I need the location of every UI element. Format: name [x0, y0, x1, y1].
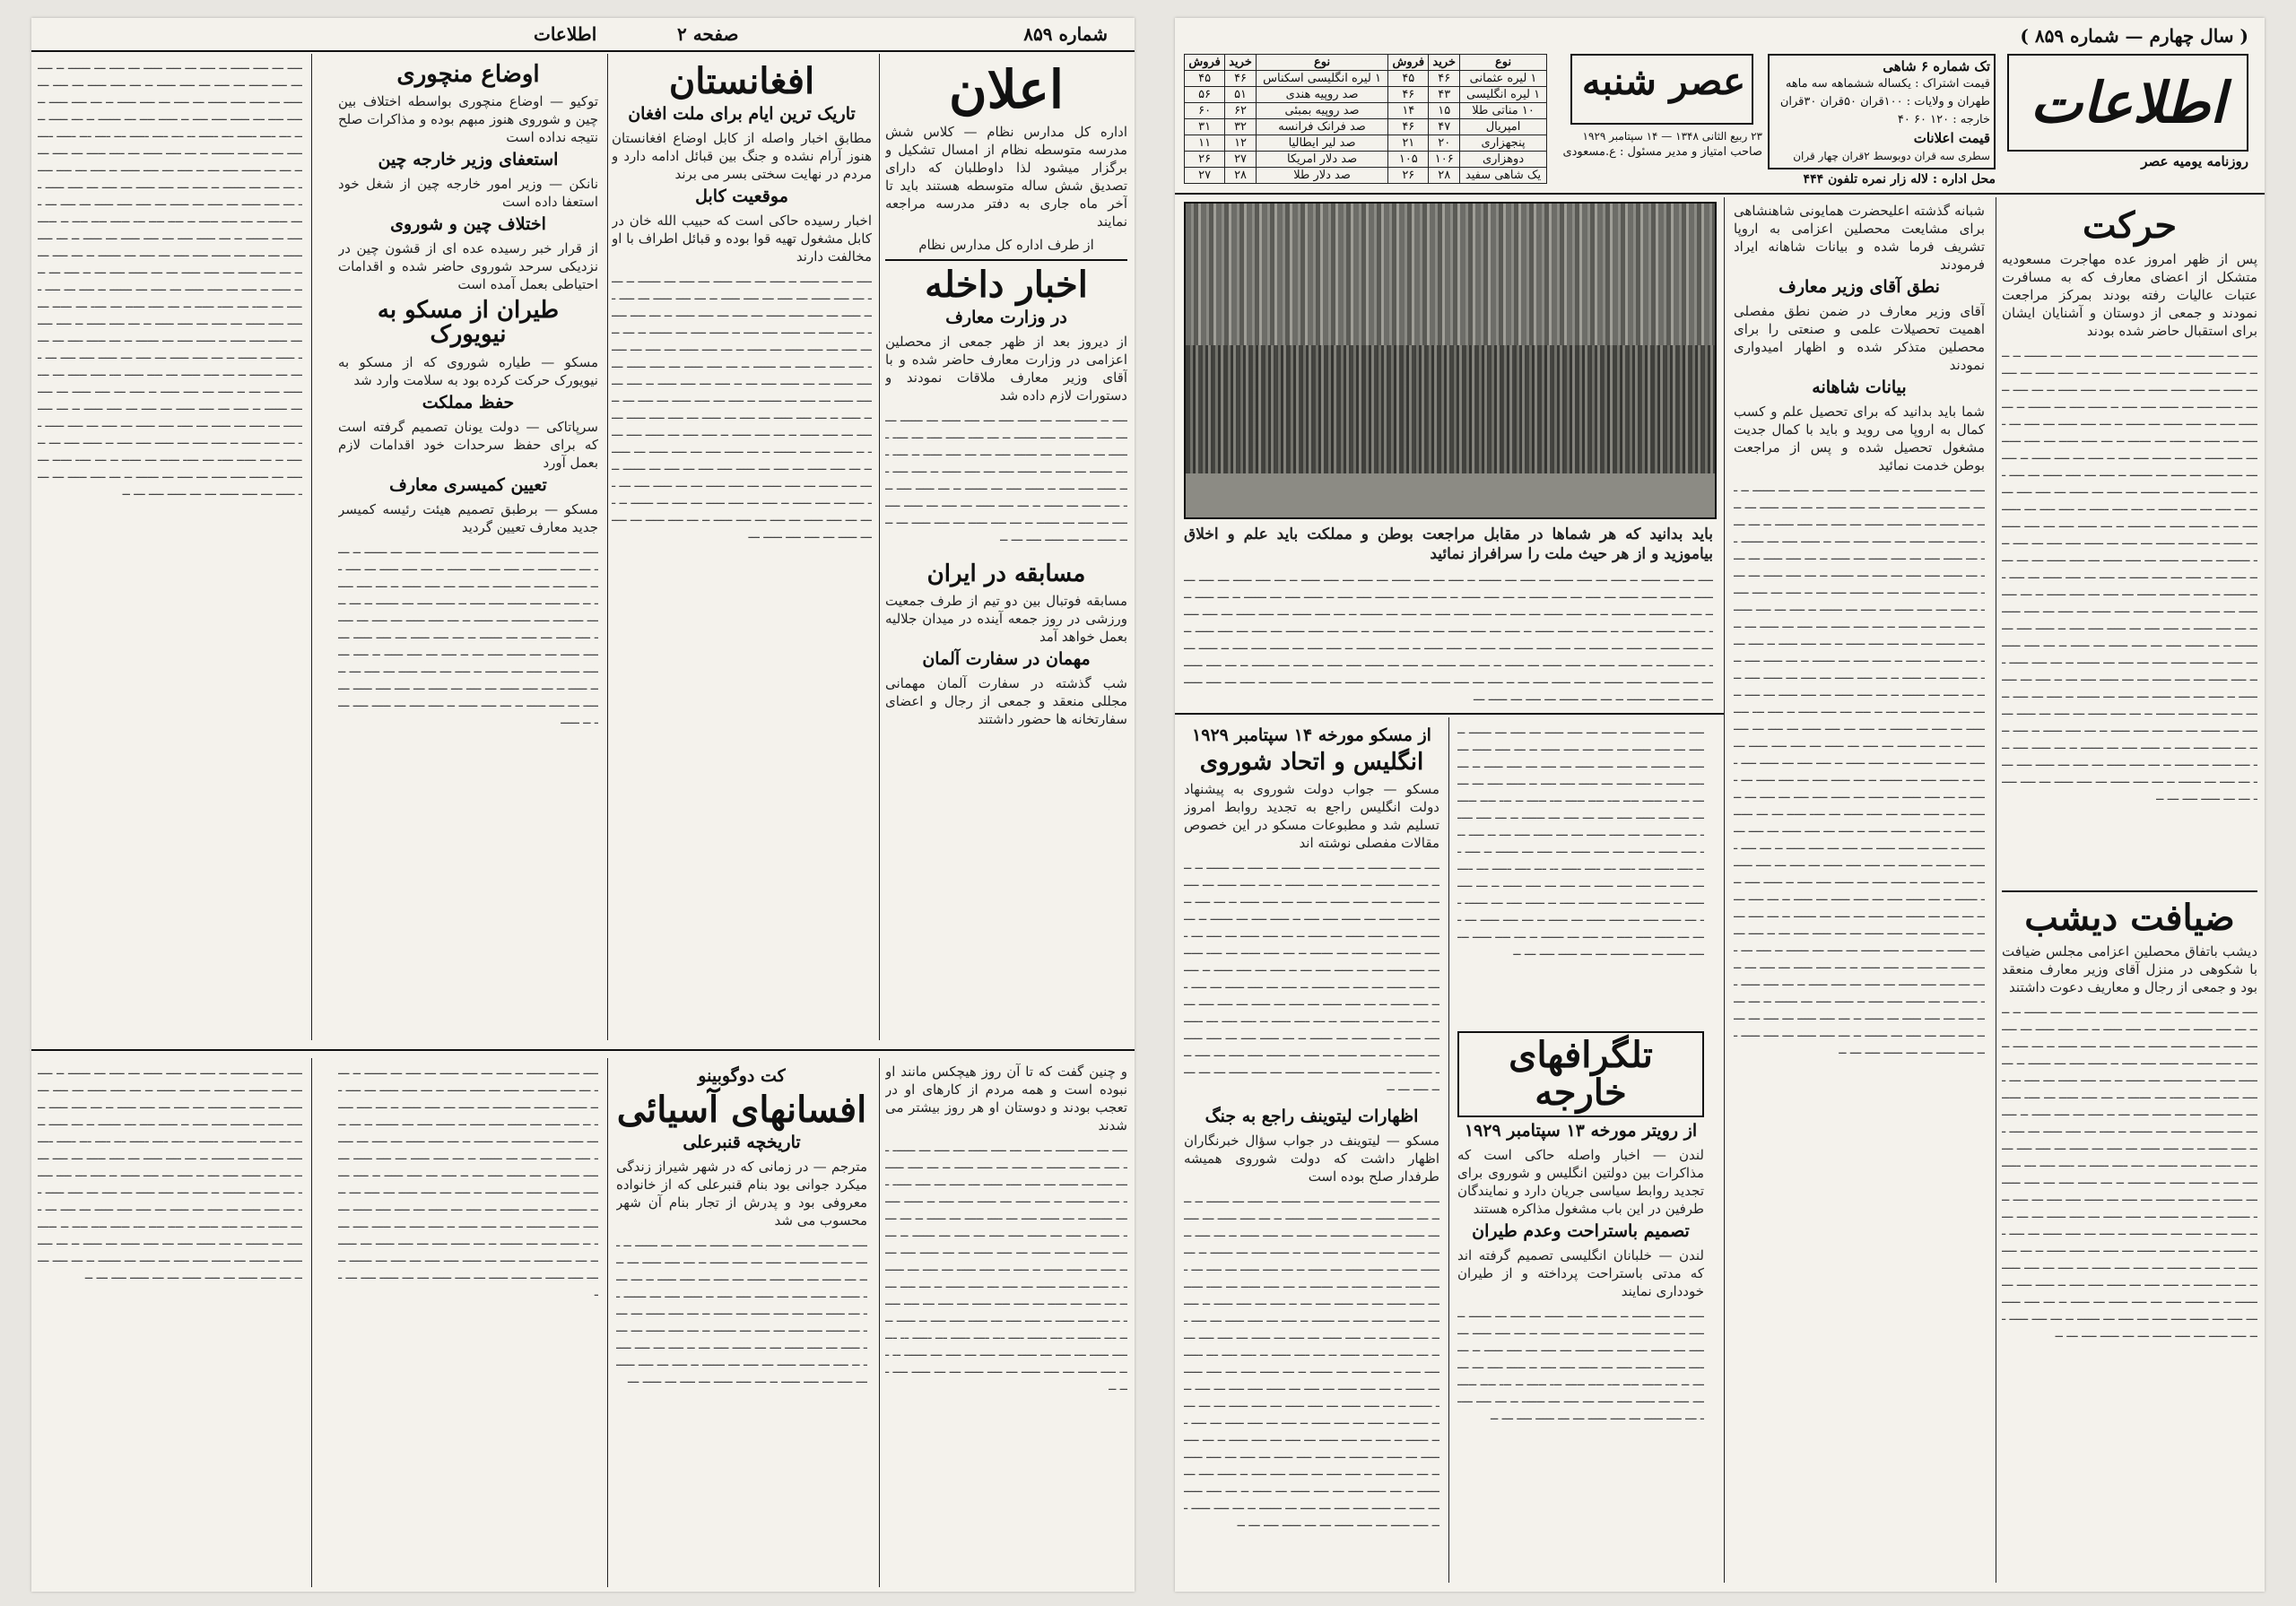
- rates-cell: ۲۷: [1185, 168, 1225, 184]
- column-rule: [607, 54, 608, 1040]
- serial-column-3: [338, 1063, 598, 1583]
- rates-cell: ۱ لیره انگلیسی: [1460, 87, 1547, 103]
- year-issue: ( سال چهارم — شماره ۸۵۹ ): [2020, 25, 2248, 47]
- rates-row: [1185, 168, 1547, 184]
- subscription-info: [1775, 57, 1990, 165]
- sub-abroad: خارجه : ۱۲۰ ۶۰ ۴۰: [1897, 113, 1990, 126]
- rates-cell: ۶۲: [1225, 103, 1257, 119]
- rates-cell: ۴۷: [1429, 119, 1460, 135]
- page-header: اطلاعات: [534, 23, 597, 45]
- dance-body: مسکو — برطبق تصمیم هیئت رئیسه کمیسر جدید معارف تعیین گردید: [338, 500, 598, 535]
- rates-cell: امپریال: [1460, 119, 1547, 135]
- story-title: افسانهای آسیائی: [616, 1088, 867, 1131]
- rates-cell: ۴۵: [1388, 71, 1429, 87]
- column-domestic: [885, 57, 1127, 1044]
- text-filler: ــــ ـــ ــــ ـــــ ــ ــــ ـــ ــــ ـــــ ـــ ــــ ـــ ــــــ ــ ــــ ـــ ــــ ـــــ ـــ ــــ ـــ ــــ ـــــ ــ ـــ ــــ ـــــ ـــ ــــ ـــ ـــــ ـــ ــــ ــــ ـــــ ـــ ــــ ـــ ــــ ـــــ ــ ـــ ــــ ـــــ ــ ــــ ــــ ـــ ـــــ ــــ ــــ ــ ـــــ ــــ ـــ ــــــ ــ ـــ ـــــ ــــ ـــ ــــ ـــــ ـــ ـــــ ــ ـــ ــــ ـــــ ـــ ــــ ـــ ـــــ ــــ ــــ ـــ ــــ ـــ ــــــ ــ ـــ ــــ ـــــ ـــ ــــ ـــــ ـــ ــــ ـــــ ـــ ـــ ـــــ ــــ ـــ ــ ــــ ـــ ــــ ـــــ ــ ــــ ـــ ــــ ـــــ ـــ ــــ ـــ ــــــ ــ ــــ ـــ ــــ ـــــ ـــ ــــ ـــ ــــ ـــــ ــ ـــ ــــ ـــــ ـــ ــــ ـــ ـــــ ـــ ــــ ــــ ـــــ ـــ ــــ ـــ ــــ ـــــ ــ ـــ ــــ ـــــ ــ ــــ ــــ ـــ ـــــ ــــ ــــ ــ ـــــ ــــ ـــ ــــــ ــ ـــ ـــــ ــــ ـــ ــــ ـــــ ـــ ـــــ ــ ـــ ــــ ـــــ ـــ ــــ ـــ ـــــ ــــ ــــ ـــ ــــ ـــ ــــــ ــ ـــ ــــ ـــــ ـــ ــــ ـــــ ـــ ــــ ـــــ ـــ ـــ ـــــ ــــ ـــ ــ ــــ ـــ ــــ ـــــ ــ ــــ ـــ ــــ ـــــ ـــ ــــ ـــ ــــــ ــ ــــ ـــ ــــ ـــــ ـــ ــــ ـــ ــــ ـــــ ــ ـــ ــــ ـــــ ـــ ــــ ـــ ـــــ ـــ ــــ ــــ ـــــ ـــ ــــ ـــ ــــ ـــــ ــ ـــ ــــ ـــــ ــ ــــ ــــ ـــ ـــــ ــــ ــــ ــ ـــــ ــــ ـــ ــــــ ــ ـــ ـــــ ــــ ـــ ــــ ـــــ ـــ ـــــ ــ ـــ ــــ ـــــ ـــ ــــ ـــ ـــــ ــــ ــــ ـــ ــــ ـــ ــــــ ــ ـــ ــــ ـــــ ـــ ــــ ـــــ ـــ ــــ ـــــ ـــ ـــ ـــــ ــــ ـــ ــ: [2002, 1003, 2257, 1341]
- column-england: [1184, 722, 1439, 1578]
- column-movement: [2002, 202, 2257, 1583]
- asr-title: عصر شنبه: [1581, 59, 1746, 103]
- rates-cell: ۵۶: [1185, 87, 1225, 103]
- afghan-body: مطابق اخبار واصله از کابل اوضاع افغانستان هنوز آرام نشده و جنگ بین قبائل ادامه دارد و مردم در نهایت سختی بسر می برند: [612, 129, 872, 182]
- rates-cell: یک شاهی سفید: [1460, 168, 1547, 184]
- publisher: صاحب امتیاز و مدیر مسئول : ع.مسعودی: [1562, 145, 1762, 159]
- england-sub: از مسکو مورخه ۱۴ سپتامبر ۱۹۲۹: [1192, 725, 1431, 745]
- rates-cell: صد روپیه بمبئی: [1256, 103, 1387, 119]
- rates-header: فروش: [1388, 55, 1429, 71]
- text-filler: ــــ ـــ ــــ ـــــ ــ ــــ ـــ ــــ ـــــ ـــ ــــ ـــ ــــــ ــ ــــ ـــ ــــ ـــــ ـــ ــــ ـــ ــــ ـــــ ــ ـــ ــــ ـــــ ـــ ــــ ـــ ـــــ ـــ ــــ ــــ ـــــ ـــ ــــ ـــ ــــ ـــــ ــ ـــ ــــ ـــــ ــ ــــ ــــ ـــ ـــــ ــــ ــــ ــ ـــــ ــــ ـــ ــــــ ــ ـــ ـــــ ــــ ـــ ــــ ـــــ ـــ ـــــ ــ ـــ ــــ ـــــ ـــ ــــ ـــ ـــــ ــــ ــــ ـــ ــــ ـــ ــــــ ــ ـــ ــــ ـــــ ـــ ــــ ـــــ ـــ ــــ ـــــ ـــ ـــ ـــــ ــــ ـــ ــ ــــ ـــ ــــ ـــــ ــ ــــ ـــ ــــ ـــــ ـــ ــــ ـــ ــــــ ــ ــــ ـــ ــــ ـــــ ـــ ــــ ـــ ــــ ـــــ ــ ـــ ــــ ـــــ ـــ ــــ ـــ ـــــ ـــ ــــ ــــ ـــــ ـــ ــــ ـــ ــــ ـــــ ــ ـــ ــــ ـــــ ــ ــــ ــــ ـــ ـــــ ــــ ــــ ــ ـــــ ــــ ـــ ــــــ ــ ـــ ـــــ ــــ ـــ ــــ ـــــ ـــ ـــــ ــ ـــ ــــ ـــــ ـــ ــــ ـــ ـــــ ــــ ــــ ـــ ــــ ـــ ــــــ ــ ـــ ــــ ـــــ ـــ ــــ ـــــ ـــ ــــ ـــــ ـــ ـــ ـــــ ــــ ـــ ــ ــــ ـــ ــــ ـــــ ــ ــــ ـــ ــــ ـــــ ـــ ــــ ـــ ــــــ ــ ــــ ـــ ــــ ـــــ ـــ ــــ ـــ ــــ ـــــ ــ ـــ ــــ ـــــ ـــ ــــ ـــ ـــــ ـــ ــــ ــــ ـــــ ـــ ــــ ـــ ــــ ـــــ ــ ـــ ــــ ـــــ ــ ــــ ــــ ـــ ـــــ ــــ ــــ ــ ـــــ ــــ ـــ ــــــ ــ ـــ ـــــ ــــ ـــ ــــ ـــــ ـــ ـــــ ــ ـــ ــــ ـــــ ـــ ــــ ـــ ـــــ ــــ ــــ ـــ ــــ ـــ ــــــ ــ ـــ ــــ ـــــ ـــ ــــ ـــــ ـــ ــــ ـــــ ـــ ـــ ـــــ ــــ ـــ ــ ــــ ـــ ــــ ـــــ ــ ــــ ـــ ــــ ـــــ ـــ ــــ ـــ ــــــ ــ ــــ ـــ ــــ ـــــ ـــ ــــ ـــ ــــ ـــــ ــ ـــ ــــ ـــــ ـــ ــــ ـــ ـــــ ـــ ــــ ــــ ـــــ ـــ ــــ ـــ ــــ ـــــ ــ ـــ ــــ ـــــ ــ ــــ ــــ ـــ ـــــ ــــ ــــ ــ ـــــ ــــ ـــ ــــــ ــ ـــ ـــــ ــــ ـــ ــــ ـــــ ـــ ـــــ ــ ـــ ــــ ـــــ ـــ ــــ ـــ ـــــ ــــ ــــ ـــ ــــ ـــ ــــــ ــ ـــ ــــ ـــــ ـــ ــــ ـــــ ـــ ــــ ـــــ ـــ ـــ ـــــ ــــ ـــ ــ: [38, 58, 302, 499]
- story-tag: کت دوگوبینو: [698, 1066, 786, 1086]
- rates-cell: صد فرانک فرانسه: [1256, 119, 1387, 135]
- front-page: [1175, 18, 2265, 1592]
- ad-note: سطری سه قران دوبوسط ۲قران چهار قران: [1793, 150, 1990, 162]
- rates-row: [1185, 87, 1547, 103]
- rates-cell: ۱۱: [1185, 135, 1225, 152]
- masthead-rule: [1175, 193, 2265, 195]
- rates-cell: ۳۱: [1185, 119, 1225, 135]
- rates-cell: ۲۸: [1429, 168, 1460, 184]
- royal-speech-title: بیانات شاهانه: [1812, 377, 1907, 397]
- newspaper-name: اطلاعات: [2030, 70, 2226, 135]
- lithuania-body: مسکو — لیتوینف در جواب سؤال خبرنگاران اظهار داشت که دولت شوروی همیشه طرفدار صلح بوده است: [1184, 1133, 1439, 1185]
- rates-cell: ۱۴: [1388, 103, 1429, 119]
- rates-cell: ۲۶: [1185, 152, 1225, 168]
- rates-cell: ۱۲: [1225, 135, 1257, 152]
- column-rule: [311, 1058, 312, 1587]
- column-c-top: [1457, 722, 1704, 1027]
- bottom-body: و چنین گفت که تا آن روز هیچکس مانند او نبوده است و همه مردم از کارهای او در تعجب بودند و دوستان او هر روز بیشتر می شدند: [885, 1063, 1127, 1133]
- dinner-body: دیشب باتفاق محصلین اعزامی مجلس ضیافت با شکوهی در منزل آقای وزیر معارف منعقد بود و جمعی از رجال و معاریف دعوت داشتند: [2002, 943, 2257, 995]
- rates-cell: ۱۵: [1429, 103, 1460, 119]
- rates-header: خرید: [1429, 55, 1460, 71]
- text-filler: ــــ ـــ ــــ ـــــ ــ ــــ ـــ ــــ ـــــ ـــ ــــ ـــ ــــــ ــ ــــ ـــ ــــ ـــــ ـــ ــــ ـــ ــــ ـــــ ــ ـــ ــــ ـــــ ـــ ــــ ـــ ـــــ ـــ ــــ ــــ ـــــ ـــ ــــ ـــ ــــ ـــــ ــ ـــ ــــ ـــــ ــ ــــ ــــ ـــ ـــــ ــــ ــــ ــ ـــــ ــــ ـــ ــــــ ــ ـــ ـــــ ــــ ـــ ــــ ـــــ ـــ ـــــ ــ ـــ ــــ ـــــ ـــ ــــ ـــ ـــــ ــــ ــــ ـــ ــــ ـــ ــــــ ــ ـــ ــــ ـــــ ـــ ــــ ـــــ ـــ ــــ ـــــ ـــ ـــ ـــــ ــــ ـــ ــ ــــ ـــ ــــ ـــــ ــ ــــ ـــ ــــ ـــــ ـــ ــــ ـــ ــــــ ــ ــــ ـــ ــــ ـــــ ـــ ــــ ـــ ــــ ـــــ ــ ـــ ــــ ـــــ ـــ ــــ ـــ ـــــ ـــ ــــ ــــ ـــــ ـــ ــــ ـــ ــــ ـــــ ــ ـــ ــــ ـــــ ــ ــــ ــــ ـــ ـــــ ــــ ــــ ــ ـــــ ــــ ـــ ــــــ ــ ـــ ـــــ ــــ ـــ ــــ ـــــ ـــ ـــــ ــ ـــ ــــ ـــــ ـــ ــــ ـــ ـــــ ــــ ــــ ـــ ــــ ـــ ــــــ ــ ـــ ــــ ـــــ ـــ ــــ ـــــ ـــ ــــ ـــــ ـــ ـــ ـــــ ــــ ـــ ــ: [38, 1063, 302, 1282]
- balkan-body: سرپاتاکی — دولت یونان تصمیم گرفته است که برای حفظ سرحدات خود اقدامات لازم بعمل آورد: [338, 418, 598, 471]
- rates-row: [1185, 152, 1547, 168]
- rates-cell: ۱۰۶: [1429, 152, 1460, 168]
- text-filler: ــــ ـــ ــــ ـــــ ــ ــــ ـــ ــــ ـــــ ـــ ــــ ـــ ــــــ ــ ــــ ـــ ــــ ـــــ ـــ ــــ ـــ ــــ ـــــ ــ ـــ ــــ ـــــ ـــ ــــ ـــ ـــــ ـــ ــــ ــــ ـــــ ـــ ــــ ـــ ــــ ـــــ ــ ـــ ــــ ـــــ ــ ــــ ــــ ـــ ـــــ ــــ ــــ ــ ـــــ ــــ ـــ ــــــ ــ ـــ ـــــ ــــ ـــ ــــ ـــــ ـــ ـــــ ــ ـــ ــــ ـــــ ـــ ــــ ـــ ـــــ ــــ ــــ ـــ ــــ ـــ ــــــ ــ ـــ ــــ ـــــ ـــ ــــ ـــــ ـــ ــــ ـــــ ـــ ـــ ـــــ ــــ ـــ ــ ــــ ـــ ــــ ـــــ ــ ــــ ـــ ــــ ـــــ ـــ ــــ ـــ ــــــ ــ ــــ ـــ ــــ ـــــ ـــ ــــ ـــ ــــ ـــــ ــ ـــ ــــ ـــــ ـــ ــــ ـــ ـــــ ـــ ــــ ــــ ـــــ ـــ ــــ ـــ ــــ ـــــ ــ ـــ ــــ ـــــ ــ ــــ ــــ ـــ ـــــ ــــ ــــ ــ ـــــ ــــ ـــ ــــــ ــ ـــ ـــــ ــــ ـــ ــــ ـــــ ـــ ـــــ ــ ـــ ــــ ـــــ ـــ ــــ ـــ ـــــ ــــ ــــ ـــ ــــ ـــ ــــــ ــ ـــ ــــ ـــــ ـــ ــــ ـــــ ـــ ــــ ـــــ ـــ ـــ ـــــ ــــ ـــ ــ: [1184, 858, 1439, 1095]
- telegram-title: تلگرافهای خارجه: [1509, 1034, 1653, 1114]
- afghan-body2: اخبار رسیده حاکی است که حبیب الله خان در کابل مشغول تهیه قوا بوده و قبائل اطراف با او مخالفت دارند: [612, 212, 872, 265]
- domestic-body: از دیروز بعد از ظهر جمعی از محصلین اعزامی در وزارت معارف حاضر شده و با آقای وزیر معارف ملاقات نمودند و دستورات لازم داده شد: [885, 333, 1127, 404]
- story-body: مترجم — در زمانی که در شهر شیراز زندگی میکرد جوانی بود بنام قنبرعلی که از خانواده معروفی بود و پدرش از تجار بنام آن شهر محسوب می شد: [616, 1158, 867, 1228]
- rates-cell: صد لیر ایطالیا: [1256, 135, 1387, 152]
- king-intro-body: شبانه گذشته اعلیحضرت همایونی شاهنشاهی برای مشایعت محصلین اعزامی به اروپا تشریف فرما شده و بیانات شاهانه ایراد فرمودند: [1734, 203, 1985, 273]
- subtitle: روزنامه یومیه عصر: [2141, 153, 2248, 169]
- rates-header-row: [1185, 55, 1547, 71]
- text-filler: ــــ ــ ــــــ ــــ ـــ ـــــ ــــ ـــ ــــ ـــــ ـــ ــــــ ـــ ـــ ــــ ـــــ ـــ ــــ ــــــ ــ ـــ ــــ ـــــ ــــ ـــ ــــ ــــــ ـــ ــــ ــــ ـــ ــــــ ــــ ـــ ـــ ــــ ـــــ ــ ــــ ــــ ــــــ ـــ ــــ ـــ ـــــ ــــ ـــ ــــ ـــــ ــ ــــ ــــ ـــ ـــــ ــــ ــــ ــ ـــــ ــــ ـــ ــــــ ــ ـــ ـــــ ــــ ـــ ــــ ـــــ ـــ ـــــ ــ ـــ ــــ ـــــ ـــ ــــ ـــ ـــــ ــــ ــــ ـــ ــــ ـــ ــــــ ــ ـــ ــــ ـــــ ـــ ــــ ـــــ ـــ ــــ ـــــ ـــ ـــ ـــــ ــــ ـــ ــ: [885, 410, 1127, 544]
- dance-title: تعیین کمیسری معارف: [389, 474, 547, 495]
- rates-cell: ۱۰ مناتی طلا: [1460, 103, 1547, 119]
- telegram-title-box: [1457, 1031, 1704, 1117]
- minister-body: آقای وزیر معارف در ضمن نطق مفصلی اهمیت تحصیلات علمی و صنعتی را برای محصلین متذکر شده و اظهار امیدواری نمودند: [1734, 302, 1985, 373]
- rates-cell: ۲۸: [1225, 168, 1257, 184]
- rates-row: [1185, 71, 1547, 87]
- section-rule: [1175, 713, 1724, 715]
- rates-cell: ۲۷: [1225, 152, 1257, 168]
- china-sub: استعفای وزیر خارجه چین: [378, 150, 559, 170]
- england-body: مسکو — جواب دولت شوروی به پیشنهاد دولت انگلیس راجع به تجدید روابط امروز تسلیم شد و مطبوعات مسکو در این خصوص مقالات مفصلی نوشته اند: [1184, 781, 1439, 852]
- rates-cell: ۲۶: [1388, 168, 1429, 184]
- page-two: [31, 18, 1135, 1592]
- moscow-body: مسکو — طیاره شوروی که از مسکو به نیویورک حرکت کرده بود به سلامت وارد شد: [338, 353, 598, 388]
- single-price: تک شماره ۶ شاهی: [1883, 58, 1990, 74]
- rates-header: خرید: [1225, 55, 1257, 71]
- serial-rule: [31, 1049, 1135, 1051]
- airplane-body: لندن — خلبانان انگلیسی تصمیم گرفته اند که مدتی باستراحت پرداخته و از طیران خودداری نمایند: [1457, 1246, 1704, 1299]
- domestic-title: اخبار داخله: [925, 263, 1088, 306]
- page-number: صفحه ۲: [677, 23, 739, 45]
- rates-cell: ۴۶: [1388, 119, 1429, 135]
- rates-cell: ۱ لیره عثمانی: [1460, 71, 1547, 87]
- text-filler: ــــ ـــ ــــ ـــــ ــ ــــ ـــ ــــ ـــــ ـــ ــــ ـــ ــــــ ــ ــــ ـــ ــــ ـــــ ـــ ــــ ـــ ــــ ـــــ ــ ـــ ــــ ـــــ ـــ ــــ ـــ ـــــ ـــ ــــ ــــ ـــــ ـــ ــــ ـــ ــــ ـــــ ــ ـــ ــــ ـــــ ــ ــــ ــــ ـــ ـــــ ــــ ــــ ــ ـــــ ــــ ـــ ــــــ ــ ـــ ـــــ ــــ ـــ ــــ ـــــ ـــ ـــــ ــ ـــ ــــ ـــــ ـــ ــــ ـــ ـــــ ــــ ــــ ـــ ــــ ـــ ــــــ ــ ـــ ــــ ـــــ ـــ ــــ ـــــ ـــ ــــ ـــــ ـــ ـــ ـــــ ــــ ـــ ــ ــــ ـــ ــــ ـــــ ــ ــــ ـــ ــــ ـــــ ـــ ــــ ـــ ــــــ ــ ــــ ـــ ــــ ـــــ ـــ ــــ ـــ ــــ ـــــ ــ ـــ ــــ ـــــ ـــ ــــ ـــ ـــــ ـــ ــــ ــــ ـــــ ـــ ــــ ـــ ــــ ـــــ ــ ـــ ــــ ـــــ ــ ــــ ــــ ـــ ـــــ ــــ ــــ ــ ـــــ: [338, 542, 598, 727]
- date-line: ۲۳ ربیع الثانی ۱۳۴۸ — ۱۴ سپتامبر ۱۹۲۹: [1582, 130, 1762, 143]
- sub-tehran: طهران و ولایات : ۱۰۰قران ۵۰قران ۳۰قران: [1779, 95, 1990, 109]
- column-rule: [879, 1058, 880, 1587]
- rates-cell: ۴۳: [1429, 87, 1460, 103]
- column-rule: [1724, 197, 1725, 1583]
- text-filler: ــــ ـــ ــــ ـــــ ــ ــــ ـــ ــــ ـــــ ـــ ــــ ـــ ــــــ ــ ــــ ـــ ــــ ـــــ ـــ ــــ ـــ ــــ ـــــ ــ ـــ ــــ ـــــ ـــ ــــ ـــ ـــــ ـــ ــــ ــــ ـــــ ـــ ــــ ـــ ــــ ـــــ ــ ـــ ــــ ـــــ ــ ــــ ــــ ـــ ـــــ ــــ ــــ ــ ـــــ ــــ ـــ ــــــ ــ ـــ ـــــ ــــ ـــ ــــ ـــــ ـــ ـــــ ــ ـــ ــــ ـــــ ـــ ــــ ـــ ـــــ ــــ ــــ ـــ ــــ ـــ ــــــ ــ ـــ ــــ ـــــ ـــ ــــ ـــــ ـــ ــــ ـــــ ـــ ـــ ـــــ ــــ ـــ ــ: [1457, 1306, 1704, 1423]
- rates-cell: ۱ لیره انگلیسی اسکناس: [1256, 71, 1387, 87]
- hopes-block: [1184, 525, 1713, 708]
- rates-cell: ۲۰: [1429, 135, 1460, 152]
- header-rule: [31, 50, 1135, 52]
- office-line: محل اداره : لاله زار نمره تلفون ۴۴۴: [1803, 172, 1996, 187]
- afghan-sub2: موقعیت کابل: [695, 186, 788, 206]
- column-rule: [607, 1058, 608, 1587]
- airplane-title: تصمیم باستراحت وعدم طیران: [1472, 1220, 1690, 1241]
- china-title: اوضاع منچوری: [396, 61, 540, 88]
- text-filler: ــــ ـــ ــــ ـــــ ــ ــــ ـــ ــــ ـــــ ـــ ــــ ـــ ــــــ ــ ــــ ـــ ــــ ـــــ ـــ ــــ ـــ ــــ ـــــ ــ ـــ ــــ ـــــ ـــ ــــ ـــ ـــــ ـــ ــــ ــــ ـــــ ـــ ــــ ـــ ــــ ـــــ ــ ـــ ــــ ـــــ ــ ــــ ــــ ـــ ـــــ ــــ ــــ ــ ـــــ ــــ ـــ ــــــ ــ ـــ ـــــ ــــ ـــ ــــ ـــــ ـــ ـــــ ــ ـــ ــــ ـــــ ـــ ــــ ـــ ـــــ ــــ ــــ ـــ ــــ ـــ ــــــ ــ ـــ ــــ ـــــ ـــ ــــ ـــــ ـــ ــــ ـــــ ـــ ـــ ـــــ ــــ ـــ ــ ــــ ـــ ــــ ـــــ ــ ــــ ـــ ــــ ـــــ ـــ ــــ ـــ ــــــ ــ ــــ ـــ ــــ ـــــ ـــ ــــ ـــ ــــ ـــــ ــ ـــ ــــ ـــــ ـــ ــــ ـــ ـــــ ـــ ــــ ــــ ـــــ ـــ ــــ ـــ ــــ ـــــ ــ ـــ ــــ ـــــ ــ ــــ ــــ ـــ ـــــ ــــ ــــ ــ ـــــ ــــ ـــ ــــــ ــ ـــ ـــــ ــــ ـــ ــــ ـــــ ـــ ـــــ ــ ـــ ــــ ـــــ ـــ ــــ ـــ ـــــ ــــ ــــ ـــ ــــ ـــ ــــــ ــ ـــ ــــ ـــــ ـــ ــــ ـــــ ـــ ــــ ـــــ ـــ ـــ ـــــ ــــ ـــ ــ ــــ ـــ ــــ ـــــ ــ ــــ ـــ ــــ ـــــ ـــ ــــ ـــ ــــــ ــ ــــ ـــ ــــ ـــــ ـــ ــــ ـــ ــــ ـــــ ــ ـــ ــــ ـــــ ـــ ــــ ـــ ـــــ ـــ: [1184, 570, 1713, 704]
- rates-row: [1185, 119, 1547, 135]
- ad-price: قیمت اعلانات: [1913, 130, 1990, 146]
- rates-cell: صد دلار امریکا: [1256, 152, 1387, 168]
- telegram-body: لندن — اخبار واصله حاکی است که مذاکرات بین دولتین انگلیس و شوروی برای تجدید روابط سیاسی جریان دارد و نمایندگان طرفین در این باب مشغول مذاکره هستند: [1457, 1146, 1704, 1217]
- notice-title: اعلان: [949, 59, 1064, 120]
- rates-cell: صد روپیه هندی: [1256, 87, 1387, 103]
- rates-row: [1185, 135, 1547, 152]
- china-body2: نانکن — وزیر امور خارجه چین از شغل خود استعفا داده است: [338, 176, 598, 211]
- movement-body: پس از ظهر امروز عده مهاجرت مسعودیه متشکل از اعضای معارف که به مسافرت عتبات عالیات رفته بودند بمرکز مراجعت نمودند و جمعی از دوستان و آشنایان ایشان برای استقبال حاضر شده بودند: [2002, 251, 2257, 339]
- column-rule: [311, 54, 312, 1040]
- notice-body: اداره کل مدارس نظام — کلاس شش مدرسه متوسطه نظام از امسال تشکیل و برگزار میشود لذا داوطلبان که دارای تصدیق شش ساله متوسطه هستند باید تا آخر ماه جاری به دفتر مدرسه مراجعه نمایند: [885, 123, 1127, 230]
- dinner-title: ضیافت دیشب: [2024, 897, 2235, 939]
- text-filler: ــــ ـــ ــــ ـــــ ــ ــــ ـــ ــــ ـــــ ـــ ــــ ـــ ــــــ ــ ــــ ـــ ــــ ـــــ ـــ ــــ ـــ ــــ ـــــ ــ ـــ ــــ ـــــ ـــ ــــ ـــ ـــــ ـــ ــــ ــــ ـــــ ـــ ــــ ـــ ــــ ـــــ ــ ـــ ــــ ـــــ ــ ــــ ــــ ـــ ـــــ ــــ ــــ ــ ـــــ ــــ ـــ ــــــ ــ ـــ ـــــ ــــ ـــ ــــ ـــــ ـــ ـــــ ــ ـــ ــــ ـــــ ـــ ــــ ـــ ـــــ ــــ ــــ ـــ ــــ ـــ ــــــ ــ ـــ ــــ ـــــ ـــ ــــ ـــــ ـــ ــــ ـــــ ـــ ـــ ـــــ ــــ ـــ ــ ــــ ـــ ــــ ـــــ ــ ــــ ـــ ــــ ـــــ ـــ ــــ ـــ ــــــ ــ ــــ ـــ ــــ ـــــ ـــ ــــ ـــ ــــ ـــــ ــ ـــ ــــ ـــــ ـــ ــــ ـــ ـــــ ـــ ــــ ــــ ـــــ ـــ ــــ ـــ ــــ ـــــ ــ ـــ ــــ ـــــ ــ ــــ ــــ ـــ ـــــ ــــ ــــ ــ ـــــ ــــ ـــ ــــــ ــ ـــ ـــــ ــــ ـــ ــــ ـــــ ـــ ـــــ ــ ـــ ــــ ـــــ ـــ ــــ ـــ ـــــ ــــ ــــ ـــ ــــ ـــ ــــــ ــ ـــ ــــ ـــــ ـــ ــــ ـــــ ـــ ــــ ـــــ ـــ ـــ ـــــ ــــ ـــ ــ: [885, 1141, 1127, 1393]
- rates-cell: ۴۶: [1429, 71, 1460, 87]
- china-body3: از قرار خبر رسیده عده ای از قشون چین در نزدیکی سرحد شوروی حاضر شده و اقدامات احتیاطی بعمل آمده است: [338, 240, 598, 293]
- column-telegrams: [1457, 1031, 1704, 1578]
- movement-title: حرکت: [2082, 204, 2178, 247]
- text-filler: ــــ ـــ ــــ ـــــ ــ ــــ ـــ ــــ ـــــ ـــ ــــ ـــ ــــــ ــ ــــ ـــ ــــ ـــــ ـــ ــــ ـــ ــــ ـــــ ــ ـــ ــــ ـــــ ـــ ــــ ـــ ـــــ ـــ ــــ ــــ ـــــ ـــ ــــ ـــ ــــ ـــــ ــ ـــ ــــ ـــــ ــ ــــ ــــ ـــ ـــــ ــــ ــــ ــ ـــــ ــــ ـــ ــــــ ــ ـــ ـــــ ــــ ـــ ــــ ـــــ ـــ ـــــ ــ ـــ ــــ ـــــ ـــ ــــ ـــ ـــــ ــــ ــــ ـــ ــــ ـــ ــــــ ــ ـــ ــــ ـــــ ـــ ــــ ـــــ ـــ ــــ ـــــ ـــ ـــ ـــــ ــــ ـــ ــ ــــ ـــ ــــ ـــــ ــ ــــ ـــ ــــ ـــــ ـــ ــــ ـــ ــــــ ــ ــــ ـــ ــــ ـــــ ـــ ــــ ـــ ــــ ـــــ ــ ـــ ــــ ـــــ ـــ ــــ ـــ ـــــ ـــ ــــ ــــ ـــــ ـــ ــــ ـــ ــــ ـــــ ــ ـــ ــــ ـــــ ــ ــــ ــــ ـــ ـــــ ــــ ــــ ــ ـــــ ــــ ـــ ــــــ ــ ـــ ـــــ ــــ ـــ ــــ ـــــ ـــ ـــــ ــ ـــ ــــ ـــــ ـــ ــــ ـــ ـــــ ــــ ــــ ـــ ــــ ـــ ــــــ ــ ـــ ــــ ـــــ ـــ ــــ ـــــ ـــ ــــ ـــــ ـــ ـــ ـــــ ــــ ـــ ــ ــــ ـــ ــــ ـــــ ــ ــــ ـــ ــــ ـــــ ـــ ــــ ـــ ــــــ ــ ــــ ـــ ــــ ـــــ ـــ ــــ ـــ ــــ ـــــ ــ ـــ ــــ ـــــ ـــ ــــ ـــ ـــــ ـــ ــــ ــــ ـــــ ـــ ــــ ـــ ــــ ـــــ ــ ـــ ــــ ـــــ ــ ــــ ــــ ـــ ـــــ ــــ ــــ ــ ـــــ ــــ ـــ ــــــ ــ ـــ ـــــ ــــ ـــ ــــ ـــــ ـــ ـــــ ــ ـــ ــــ ـــــ ـــ ــــ ـــ ـــــ ــــ ــــ ـــ ــــ ـــ ــــــ ــ ـــ ــــ ـــــ ـــ ــــ ـــــ ـــ ــــ ـــــ ـــ ـــ ـــــ ــــ ـــ ــ ــــ ـــ ــــ ـــــ ــ ــــ ـــ ــــ ـــــ ـــ ــــ ـــ ــــــ ــ ــــ ـــ ــــ ـــــ ـــ ــــ ـــ ــــ ـــــ ــ ـــ ــــ ـــــ ـــ ــــ ـــ ـــــ ـــ ــــ ــــ ـــــ ـــ ــــ ـــ ــــ ـــــ ــ ـــ ــــ ـــــ ــ ــــ ــــ ـــ ـــــ ــــ ــــ ــ ـــــ ــــ ـــ ــــــ ــ ـــ ـــــ ــــ ـــ ــــ ـــــ ـــ ـــــ ــ ـــ ــــ ـــــ ـــ ــــ ـــ ـــــ ــــ ــــ ـــ ــــ ـــ ــــــ ــ ـــ ــــ ـــــ ـــ ــــ ـــــ ـــ ــــ ـــــ ـــ ـــ ـــــ ــــ ـــ ــ ــــ ـــ ــــ ـــــ ــ ــــ ـــ ــــ ـــــ ـــ ــــ ـــ ــــــ ــ ــــ ـــ ــــ ـــــ ـــ ــــ ـــ ــــ ـــــ ــ ـــ ــــ ـــــ ـــ ــــ ـــ ـــــ ـــ ــــ ــــ ـــــ ـــ ــــ ـــ ــــ ـــــ ــ ـــ ــــ ـــــ ــ ــــ ــــ ـــ ـــــ ــــ ــــ ــ ـــــ ــــ ـــ ــــــ ــ ـــ ـــــ ــــ ـــ ــــ ـــــ ـــ ـــــ ــ ـــ ــــ ـــــ ـــ ــــ ـــ ـــــ ــــ ــــ ـــ ــــ ـــ ــــــ ــ ـــ ــــ ـــــ ـــ ــــ ـــــ ـــ ــــ ـــــ ـــ ـــ ـــــ ــــ ـــ ــ: [1734, 480, 1985, 1057]
- column-minister: [1734, 202, 1985, 1583]
- balkan-title: حفظ مملکت: [422, 392, 515, 412]
- lithuania-title: اظهارات لیتوینف راجع به جنگ: [1205, 1107, 1419, 1127]
- sports-body: مسابقه فوتبال بین دو تیم از طرف جمعیت ورزشی در روز جمعه آینده در میدان جلالیه بعمل خواهد آمد: [885, 593, 1127, 646]
- rates-cell: ۴۶: [1388, 87, 1429, 103]
- text-filler: ــــ ـــ ــــ ـــــ ــ ــــ ـــ ــــ ـــــ ـــ ــــ ـــ ــــــ ــ ــــ ـــ ــــ ـــــ ـــ ــــ ـــ ــــ ـــــ ــ ـــ ــــ ـــــ ـــ ــــ ـــ ـــــ ـــ ــــ ــــ ـــــ ـــ ــــ ـــ ــــ ـــــ ــ ـــ ــــ ـــــ ــ ــــ ــــ ـــ ـــــ ــــ ــــ ــ ـــــ ــــ ـــ ــــــ ــ ـــ ـــــ ــــ ـــ ــــ ـــــ ـــ ـــــ ــ ـــ ــــ ـــــ ـــ ــــ ـــ ـــــ ــــ ــــ ـــ ــــ ـــ ــــــ ــ ـــ ــــ ـــــ ـــ ــــ ـــــ ـــ ــــ ـــــ ـــ ـــ ـــــ ــــ ـــ ــ ــــ ـــ ــــ ـــــ ــ ــــ ـــ ــــ ـــــ ـــ ــــ ـــ ــــــ ــ ــــ ـــ ــــ ـــــ ـــ ــــ ـــ ــــ ـــــ ــ ـــ ــــ ـــــ ـــ ــــ ـــ ـــــ ـــ ــــ ــــ ـــــ ـــ ــــ ـــ ــــ ـــــ ــ ـــ ــــ ـــــ ــ ــــ ــــ ـــ ـــــ ــــ ــــ ــ ـــــ ــــ ـــ ــــــ ــ ـــ ـــــ ــــ ـــ ــــ ـــــ ـــ ـــــ ــ ـــ ــــ ـــــ ـــ ــــ ـــ ـــــ ــــ ــــ ـــ ــــ ـــ ــــــ ــ ـــ ــــ ـــــ ـــ ــــ ـــــ ـــ ــــ ـــــ ـــ ـــ ـــــ ــــ ـــ ــ: [1457, 723, 1704, 959]
- students-photo: [1184, 202, 1717, 519]
- rates-cell: دوهزاری: [1460, 152, 1547, 168]
- china-sub2: اختلاف چین و شوروی: [390, 214, 546, 235]
- column-rule: [1448, 717, 1449, 1583]
- text-filler: ــــ ـــ ــــ ـــــ ــ ــــ ـــ ــــ ـــــ ـــ ــــ ـــ ــــــ ــ ــــ ـــ ــــ ـــــ ـــ ــــ ـــ ــــ ـــــ ــ ـــ ــــ ـــــ ـــ ــــ ـــ ـــــ ـــ ــــ ــــ ـــــ ـــ ــــ ـــ ــــ ـــــ ــ ـــ ــــ ـــــ ــ ــــ ــــ ـــ ـــــ ــــ ــــ ــ ـــــ ــــ ـــ ــــــ ــ ـــ ـــــ ــــ ـــ ــــ ـــــ ـــ ـــــ ــ ـــ ــــ ـــــ ـــ ــــ ـــ ـــــ ــــ ــــ ـــ ــــ ـــ ــــــ ــ ـــ ــــ ـــــ ـــ ــــ ـــــ ـــ ــــ ـــــ ـــ ـــ ـــــ ــــ ـــ ــ ــــ ـــ ــــ ـــــ ــ ــــ ـــ ــــ ـــــ ـــ ــــ ـــ ــــــ ــ ــــ ـــ ــــ ـــــ ـــ ــــ ـــ ــــ ـــــ ــ ـــ ــــ ـــــ ـــ ــــ ـــ ـــــ ـــ ــــ ــــ ـــــ ـــ ــــ ـــ ــــ ـــــ ــ ـــ ــــ ـــــ ــ ــــ ــــ ـــ ـــــ ــــ ــــ ــ ـــــ ــــ ـــ ــــــ ــ ـــ ـــــ ــــ ـــ ــــ ـــــ ـــ ـــــ ــ ـــ ــــ ـــــ ـــ ــــ ـــ ـــــ ــــ ــــ ـــ ــــ ـــ ــــــ ــ ـــ ــــ ـــــ ـــ ــــ ـــــ ـــ ــــ ـــــ ـــ ـــ ـــــ ــــ ـــ ــ ــــ ـــ ــــ ـــــ ــ ــــ ـــ ــــ ـــــ ـــ ــــ ـــ ــــــ ــ ــــ ـــ ــــ ـــــ ـــ ــــ ـــ ــــ ـــــ ــ ـــ ــــ ـــــ ـــ ــــ ـــ ـــــ ـــ ــــ ــــ ـــــ ـــ: [612, 271, 872, 542]
- guest-title: مهمان در سفارت آلمان: [922, 649, 1091, 670]
- text-filler: ــــ ـــ ــــ ـــــ ــ ــــ ـــ ــــ ـــــ ـــ ــــ ـــ ــــــ ــ ــــ ـــ ــــ ـــــ ـــ ــــ ـــ ــــ ـــــ ــ ـــ ــــ ـــــ ـــ ــــ ـــ ـــــ ـــ ــــ ــــ ـــــ ـــ ــــ ـــ ــــ ـــــ ــ ـــ ــــ ـــــ ــ ــــ ــــ ـــ ـــــ ــــ ــــ ــ ـــــ ــــ ـــ ــــــ ــ ـــ ـــــ ــــ ـــ ــــ ـــــ ـــ ـــــ ــ ـــ ــــ ـــــ ـــ ــــ ـــ ـــــ ــــ ــــ ـــ ــــ ـــ ــــــ ــ ـــ ــــ ـــــ ـــ ــــ ـــــ ـــ ــــ ـــــ ـــ ـــ ـــــ ــــ ـــ ــ ــــ ـــ ــــ ـــــ ــ ــــ ـــ ــــ ـــــ ـــ ــــ ـــ ــــــ ــ ــــ ـــ ــــ ـــــ ـــ ــــ ـــ ــــ ـــــ ــ ـــ ــــ ـــــ ـــ ــــ ـــ ـــــ ـــ ــــ ــــ ـــــ ـــ ــــ ـــ ــــ ـــــ ــ ـــ ــــ ـــــ ــ ــــ ــــ ـــ ـــــ ــــ ــــ ــ ـــــ ــــ ـــ ــــــ ــ ـــ ـــــ ــــ ـــ ــــ ـــــ ـــ ـــــ ــ ـــ ــــ ـــــ ـــ ــــ ـــ ـــــ ــــ ــــ ـــ ــــ ـــ ــــــ ــ ـــ ــــ ـــــ ـــ ــــ ـــــ ـــ ــــ ـــــ ـــ ـــ ـــــ ــــ ـــ ــ: [338, 1063, 598, 1299]
- rates-cell: ۴۶: [1225, 71, 1257, 87]
- rates-row: [1185, 103, 1547, 119]
- rates-cell: ۲۱: [1388, 135, 1429, 152]
- domestic-sub: در وزارت معارف: [945, 307, 1067, 327]
- rates-cell: ۶۰: [1185, 103, 1225, 119]
- exchange-rates-table: [1184, 54, 1547, 184]
- guest-body: شب گذشته در سفارت آلمان مهمانی مجللی منعقد و جمعی از رجال و اعضای سفارتخانه ها حضور داشتند: [885, 675, 1127, 728]
- moscow-title: طیران از مسکو به نیویورک: [377, 297, 560, 349]
- rates-cell: ۵۱: [1225, 87, 1257, 103]
- notice-sign: از طرف اداره کل مدارس نظام: [918, 236, 1094, 253]
- serial-column-4: [38, 1063, 302, 1583]
- serial-column-1: [885, 1063, 1127, 1583]
- column-afghanistan: [612, 57, 872, 1044]
- rates-header: فروش: [1185, 55, 1225, 71]
- issue-number: شماره ۸۵۹: [1023, 23, 1108, 45]
- newspaper-logo: [2007, 54, 2248, 152]
- rates-cell: ۱۰۵: [1388, 152, 1429, 168]
- rates-cell: ۴۵: [1185, 71, 1225, 87]
- sports-title: مسابقه در ایران: [926, 560, 1086, 587]
- afghan-sub: تاریک ترین ایام برای ملت افغان: [628, 104, 856, 124]
- afghan-title: افغانستان: [668, 60, 815, 102]
- text-filler: ــــ ـــ ــــ ـــــ ــ ــــ ـــ ــــ ـــــ ـــ ــــ ـــ ــــــ ــ ــــ ـــ ــــ ـــــ ـــ ــــ ـــ ــــ ـــــ ــ ـــ ــــ ـــــ ـــ ــــ ـــ ـــــ ـــ ــــ ــــ ـــــ ـــ ــــ ـــ ــــ ـــــ ــ ـــ ــــ ـــــ ــ ــــ ــــ ـــ ـــــ ــــ ــــ ــ ـــــ ــــ ـــ ــــــ ــ ـــ ـــــ ــــ ـــ ــــ ـــــ ـــ ـــــ ــ ـــ ــــ ـــــ ـــ ــــ ـــ ـــــ ــــ ــــ ـــ ــــ ـــ ــــــ ــ ـــ ــــ ـــــ ـــ ــــ ـــــ ـــ ــــ ـــــ ـــ ـــ ـــــ ــــ ـــ ــ ــــ ـــ ــــ ـــــ ــ ــــ ـــ ــــ ـــــ ـــ ــــ ـــ ــــــ ــ ــــ ـــ ــــ ـــــ ـــ ــــ ـــ ــــ ـــــ ــ ـــ ــــ ـــــ ـــ ــــ ـــ ـــــ ـــ ــــ ــــ ـــــ ـــ ــــ ـــ ــــ ـــــ ــ ـــ ــــ ـــــ ــ ــــ ــــ ـــ ـــــ ــــ ــــ ــ ـــــ ــــ ـــ ــــــ ــ ـــ ـــــ ــــ ـــ ــــ ـــــ ـــ ـــــ ــ ـــ ــــ ـــــ ـــ ــــ ـــ ـــــ ــــ ــــ ـــ ــــ ـــ ــــــ ــ ـــ ــــ ـــــ ـــ ــــ ـــــ ـــ ــــ ـــــ ـــ ـــ ـــــ ــــ ـــ ــ ــــ ـــ ــــ ـــــ ــ ــــ ـــ ــــ ـــــ ـــ ــــ ـــ ــــــ ــ ــــ ـــ ــــ ـــــ ـــ ــــ ـــ ــــ ـــــ ــ ـــ ــــ ـــــ ـــ ــــ ـــ ـــــ ـــ ــــ ــــ ـــــ ـــ ــــ ـــ ــــ ـــــ ــ ـــ ــــ ـــــ ــ ــــ ــــ ـــ ـــــ ــــ ــــ ــ ـــــ ــــ ـــ ــــــ ــ ـــ ـــــ ــــ ـــ ــــ ـــــ ـــ ـــــ ــ ـــ ــــ ـــــ ـــ ــــ ـــ ـــــ ــــ ــــ ـــ ــــ ـــ ــــــ ــ ـــ ــــ ـــــ ـــ ــــ ـــــ ـــ ــــ ـــــ ـــ ـــ ـــــ ــــ ـــ ــ: [1184, 1192, 1439, 1531]
- rates-cell: ۳۲: [1225, 119, 1257, 135]
- hopes-body: باید بدانید که هر شماها در مقابل مراجعت بوطن و مملکت باید علم و اخلاق بیاموزید و از هر حیث ملت را سرافراز نمائید: [1184, 525, 1713, 563]
- serial-story: [616, 1063, 867, 1583]
- text-filler: ــــ ـــ ــــ ـــــ ــ ــــ ـــ ــــ ـــــ ـــ ــــ ـــ ــــــ ــ ــــ ـــ ــــ ـــــ ـــ ــــ ـــ ــــ ـــــ ــ ـــ ــــ ـــــ ـــ ــــ ـــ ـــــ ـــ ــــ ــــ ـــــ ـــ ــــ ـــ ــــ ـــــ ــ ـــ ــــ ـــــ ــ ــــ ــــ ـــ ـــــ ــــ ــــ ــ ـــــ ــــ ـــ ــــــ ــ ـــ ـــــ ــــ ـــ ــــ ـــــ ـــ ـــــ ــ ـــ ــــ ـــــ ـــ ــــ ـــ ـــــ ــــ ــــ ـــ ــــ ـــ ــــــ ــ ـــ ــــ ـــــ ـــ ــــ ـــــ ـــ ــــ ـــــ ـــ ـــ ـــــ ــــ ـــ ــ ــــ ـــ ــــ ـــــ ــ ــــ ـــ ــــ ـــــ ـــ ــــ ـــ ــــــ ــ ــــ ـــ ــــ ـــــ ـــ ــــ ـــ ــــ ـــــ ــ ـــ ــــ ـــــ ـــ ــــ ـــ ـــــ ـــ: [616, 1235, 867, 1386]
- column-continuation: [38, 57, 302, 1044]
- column-china: [338, 57, 598, 1044]
- story-sub: تاریخچه قنبرعلی: [683, 1132, 801, 1152]
- text-filler: ــــ ـــ ــــ ـــــ ــ ــــ ـــ ــــ ـــــ ـــ ــــ ـــ ــــــ ــ ــــ ـــ ــــ ـــــ ـــ ــــ ـــ ــــ ـــــ ــ ـــ ــــ ـــــ ـــ ــــ ـــ ـــــ ـــ ــــ ــــ ـــــ ـــ ــــ ـــ ــــ ـــــ ــ ـــ ــــ ـــــ ــ ــــ ــــ ـــ ـــــ ــــ ــــ ــ ـــــ ــــ ـــ ــــــ ــ ـــ ـــــ ــــ ـــ ــــ ـــــ ـــ ـــــ ــ ـــ ــــ ـــــ ـــ ــــ ـــ ـــــ ــــ ــــ ـــ ــــ ـــ ــــــ ــ ـــ ــــ ـــــ ـــ ــــ ـــــ ـــ ــــ ـــــ ـــ ـــ ـــــ ــــ ـــ ــ ــــ ـــ ــــ ـــــ ــ ــــ ـــ ــــ ـــــ ـــ ــــ ـــ ــــــ ــ ــــ ـــ ــــ ـــــ ـــ ــــ ـــ ــــ ـــــ ــ ـــ ــــ ـــــ ـــ ــــ ـــ ـــــ ـــ ــــ ــــ ـــــ ـــ ــــ ـــ ــــ ـــــ ــ ـــ ــــ ـــــ ــ ــــ ــــ ـــ ـــــ ــــ ــــ ــ ـــــ ــــ ـــ ــــــ ــ ـــ ـــــ ــــ ـــ ــــ ـــــ ـــ ـــــ ــ ـــ ــــ ـــــ ـــ ــــ ـــ ـــــ ــــ ــــ ـــ ــــ ـــ ــــــ ــ ـــ ــــ ـــــ ـــ ــــ ـــــ ـــ ــــ ـــــ ـــ ـــ ـــــ ــــ ـــ ــ ــــ ـــ ــــ ـــــ ــ ــــ ـــ ــــ ـــــ ـــ ــــ ـــ ــــــ ــ ــــ ـــ ــــ ـــــ ـــ ــــ ـــ ــــ ـــــ ــ ـــ ــــ ـــــ ـــ ــــ ـــ ـــــ ـــ ــــ ــــ ـــــ ـــ ــــ ـــ ــــ ـــــ ــ ـــ ــــ ـــــ ــ ــــ ــــ ـــ ـــــ ــــ ــــ ــ ـــــ ــــ ـــ ــــــ ــ ـــ ـــــ ــــ ـــ ــــ ـــــ ـــ ـــــ ــ ـــ ــــ ـــــ ـــ ــــ ـــ ـــــ ــــ ــــ ـــ ــــ ـــ ــــــ ــ ـــ ــــ ـــــ ـــ ــــ ـــــ ـــ ــــ ـــــ ـــ ـــ ـــــ ــــ ـــ ــ ــــ ـــ ــــ ـــــ ــ ــــ ـــ ــــ ـــــ ـــ ــــ ـــ ــــــ ــ ــــ ـــ ــــ ـــــ ـــ ــــ ـــ ــــ ـــــ ــ ـــ ــــ ـــــ ـــ ــــ ـــ ـــــ ـــ ــــ ــــ ـــــ ـــ ــــ ـــ ــــ ـــــ ــ ـــ ــــ ـــــ ــ ــــ ــــ ـــ ـــــ ــــ ــــ ــ ـــــ ــــ ـــ ــــــ ــ ـــ ـــــ ــــ ـــ ــــ ـــــ ـــ ـــــ ــ ـــ ــــ ـــــ ـــ ــــ ـــ ـــــ ــــ ــــ ـــ ــــ ـــ ــــــ ــ ـــ ــــ ـــــ ـــ ــــ ـــــ ـــ ــــ ـــــ ـــ ـــ ـــــ ــــ ـــ ــ: [2002, 346, 2257, 803]
- telegram-sub: از رویتر مورخه ۱۳ سپتامبر ۱۹۲۹: [1464, 1121, 1698, 1141]
- rates-header: نوع: [1460, 55, 1547, 71]
- england-title: انگلیس و اتحاد شوروی: [1199, 748, 1424, 776]
- royal-speech-body: شما باید بدانید که برای تحصیل علم و کسب کمال به اروپا می روید و باید با کمال جدیت مشغول تحصیل شده و پس از مراجعت بوطن خدمت نمائید: [1734, 403, 1985, 473]
- rates-cell: پنجهزاری: [1460, 135, 1547, 152]
- rates-cell: صد دلار طلا: [1256, 168, 1387, 184]
- subscription-label: قیمت اشتراک : یکساله ششماهه سه ماهه: [1785, 77, 1990, 91]
- column-rule: [879, 54, 880, 1040]
- china-body: توکیو — اوضاع منچوری بواسطه اختلاف بین چین و شوروی هنوز مبهم بوده و مذاکرات صلح نتیجه نداده است: [338, 93, 598, 146]
- rates-header: نوع: [1256, 55, 1387, 71]
- minister-title: نطق آقای وزیر معارف: [1779, 277, 1940, 297]
